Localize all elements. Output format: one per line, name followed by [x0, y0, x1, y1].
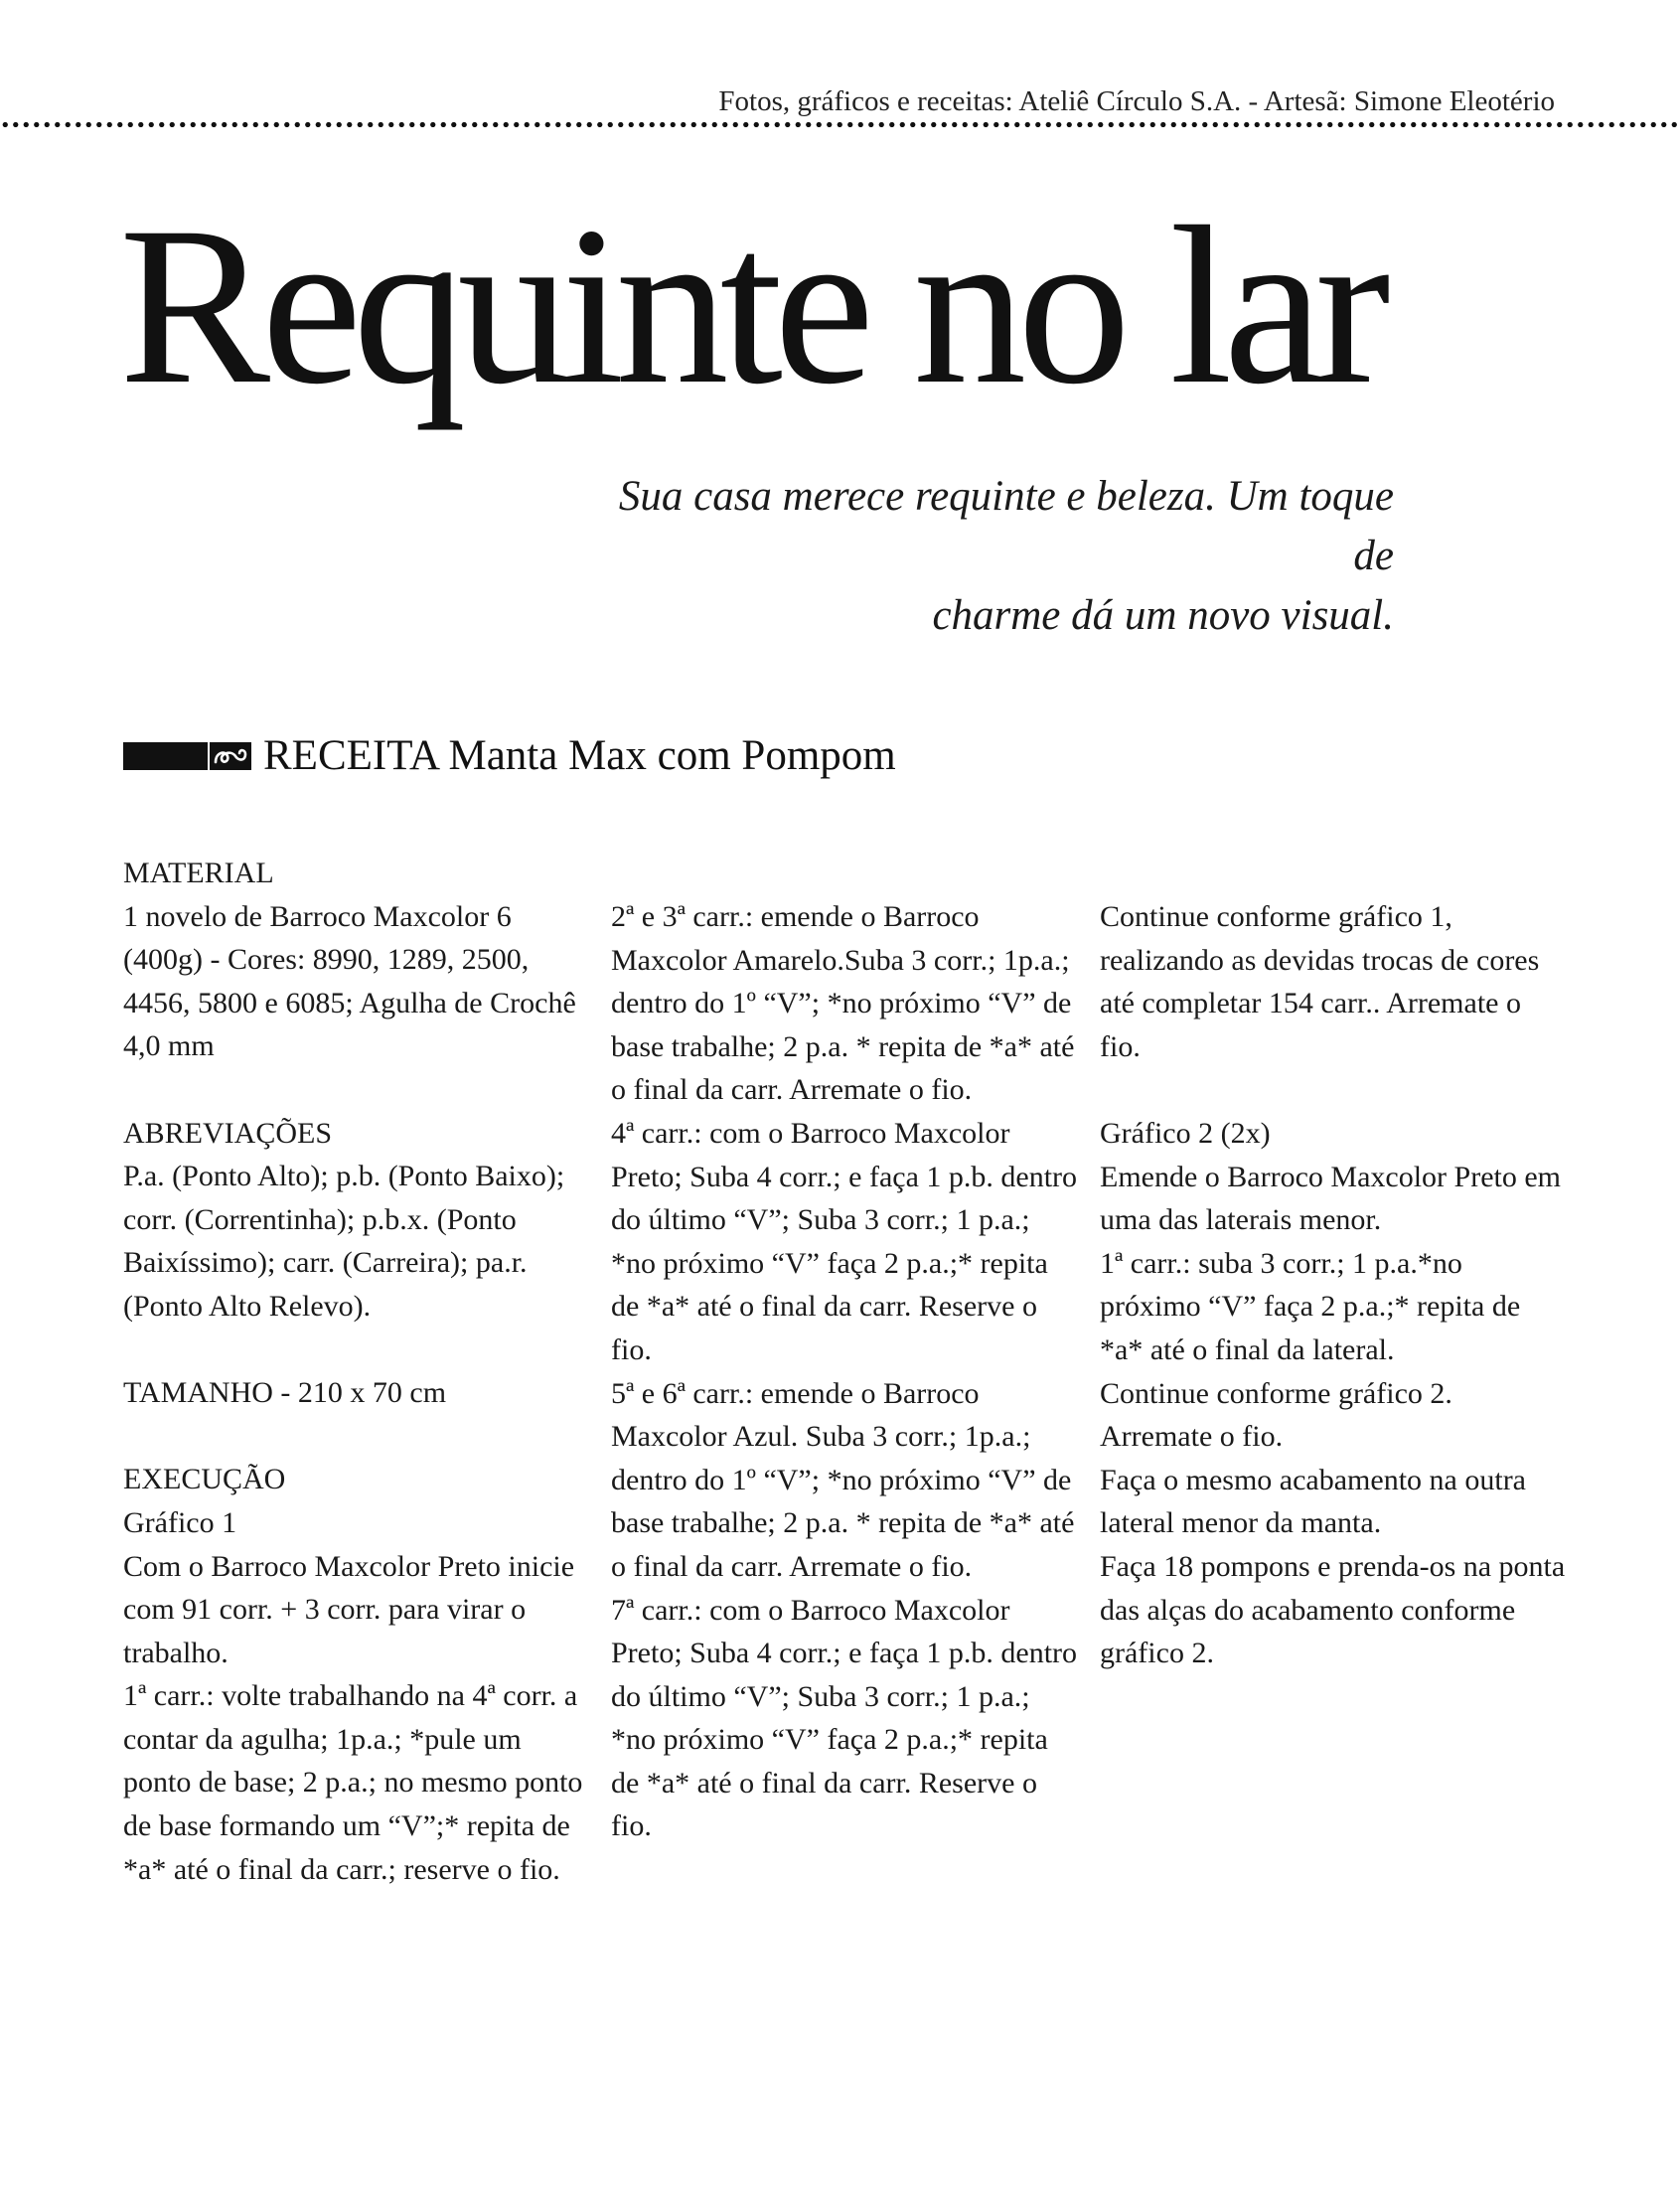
pompons-instructions: Faça 18 pompons e prenda-os na ponta das alças do acabamento conforme gráfico 2. — [1100, 1549, 1566, 1670]
rows-2-3-instructions: 2ª e 3ª carr.: emende o Barroco Maxcolor Amarelo.Suba 3 corr.; 1p.a.; dentro do 1º “V”; *no próximo “V” de base trabalhe; 2 p.a. * repita de *a* até o final da carr. Arremate o fio. — [611, 900, 1075, 1107]
heading-bar — [123, 742, 208, 770]
chart-2-row-1: 1ª carr.: suba 3 corr.; 1 p.a.*no próximo “V” faça 2 p.a.;* repita de *a* até o final da lateral. — [1100, 1246, 1521, 1366]
chart-2-title: Gráfico 2 (2x) — [1100, 1116, 1271, 1150]
material-title: MATERIAL — [123, 857, 274, 889]
scroll-ornament-icon — [210, 742, 251, 770]
recipe-column-3 — [1100, 895, 1567, 1675]
execution-title: EXECUÇÃO — [123, 1463, 286, 1496]
recipe-column-1 — [123, 852, 590, 1891]
finishing-other-side: Faça o mesmo acabamento na outra lateral menor da manta. — [1100, 1463, 1526, 1540]
page-title: Requinte no lar — [119, 181, 1382, 431]
abbreviations-text: P.a. (Ponto Alto); p.b. (Ponto Baixo); corr. (Correntinha); p.b.x. (Ponto Baixíssimo); carr. (Carreira); pa.r. (Ponto Alto Relevo). — [123, 1160, 565, 1323]
recipe-heading-text: RECEITA Manta Max com Pompom — [263, 732, 896, 779]
subtitle-line-2: charme dá um novo visual. — [932, 592, 1394, 639]
material-text: 1 novelo de Barroco Maxcolor 6 (400g) - Cores: 8990, 1289, 2500, 4456, 5800 e 6085; Agulha de Crochê 4,0 mm — [123, 899, 576, 1063]
row-4-instructions: 4ª carr.: com o Barroco Maxcolor Preto; Suba 4 corr.; e faça 1 p.b. dentro do último “V”; Suba 3 corr.; 1 p.a.; *no próximo “V” faça 2 p.a.;* repita de *a* até o final da carr. Reserve o fio. — [611, 1116, 1078, 1366]
chart-2-intro: Emende o Barroco Maxcolor Preto em uma das laterais menor. — [1100, 1160, 1562, 1237]
photo-credits: Fotos, gráficos e receitas: Ateliê Círculo S.A. - Artesã: Simone Eleotério — [718, 85, 1555, 117]
recipe-heading — [123, 728, 896, 784]
page-subtitle — [579, 467, 1394, 646]
subtitle-line-1: Sua casa merece requinte e beleza. Um toque de — [618, 473, 1394, 579]
row-1-instructions: 1ª carr.: volte trabalhando na 4ª corr. a contar da agulha; 1p.a.; *pule um ponto de base; 2 p.a.; no mesmo ponto de base formando um “V”;* repita de *a* até o final da carr.; reserve o fio. — [123, 1679, 583, 1886]
finish-yarn: Arremate o fio. — [1100, 1420, 1284, 1454]
row-7-instructions: 7ª carr.: com o Barroco Maxcolor Preto; Suba 4 corr.; e faça 1 p.b. dentro do último “V”; Suba 3 corr.; 1 p.a.; *no próximo “V” faça 2 p.a.;* repita de *a* até o final da carr. Reserve o fio. — [611, 1593, 1078, 1843]
rows-5-6-instructions: 5ª e 6ª carr.: emende o Barroco Maxcolor Azul. Suba 3 corr.; 1p.a.; dentro do 1º “V”; *no próximo “V” de base trabalhe; 2 p.a. * repita de *a* até o final da carr. Arremate o fio. — [611, 1376, 1075, 1583]
continue-chart-2: Continue conforme gráfico 2. — [1100, 1376, 1452, 1410]
size-info: TAMANHO - 210 x 70 cm — [123, 1376, 447, 1410]
recipe-column-2 — [611, 895, 1078, 1848]
dotted-divider — [0, 121, 1680, 128]
abbreviations-title: ABREVIAÇÕES — [123, 1116, 333, 1150]
chart-1-title: Gráfico 1 — [123, 1505, 237, 1539]
continue-chart-1: Continue conforme gráfico 1, realizando as devidas trocas de cores até completar 154 carr.. Arremate o fio. — [1100, 900, 1540, 1063]
chart-1-intro: Com o Barroco Maxcolor Preto inicie com 91 corr. + 3 corr. para virar o trabalho. — [123, 1549, 575, 1669]
